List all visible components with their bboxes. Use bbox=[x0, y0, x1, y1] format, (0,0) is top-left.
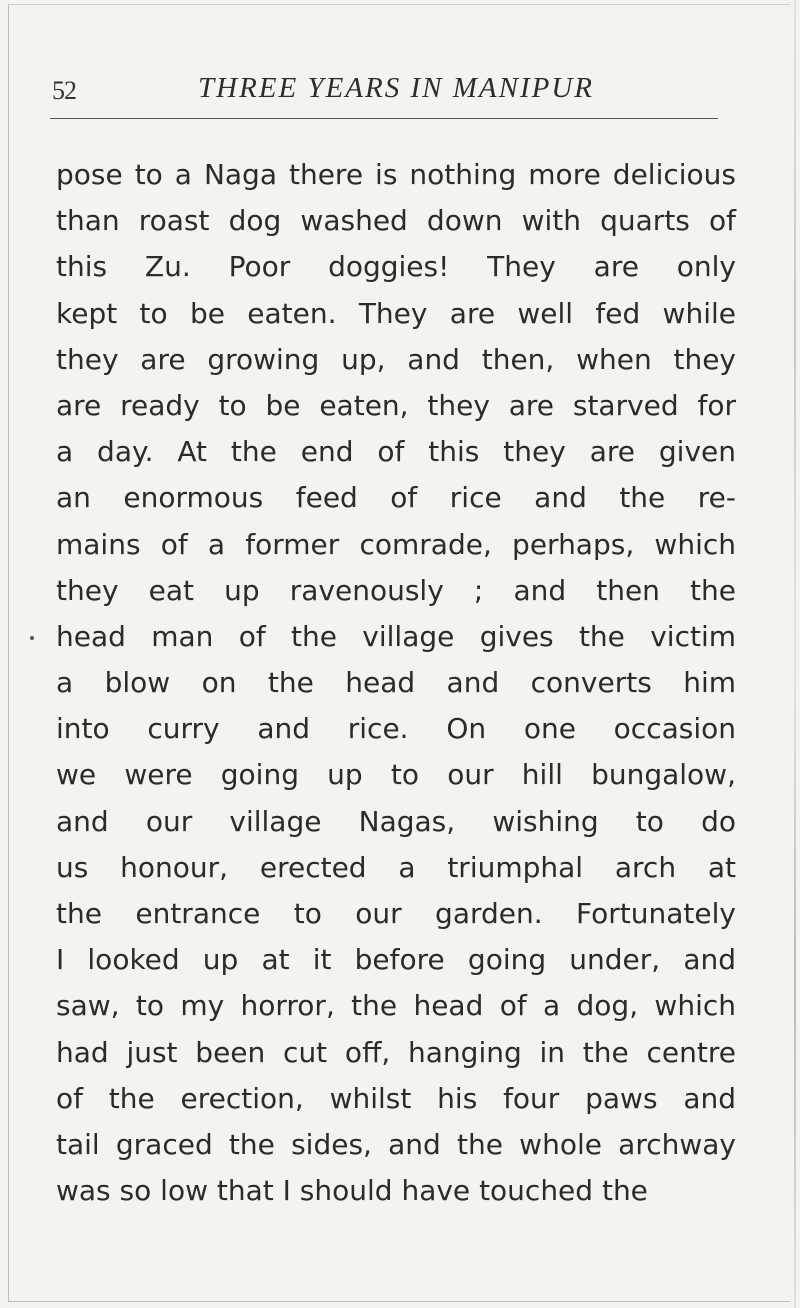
text-line: of the erection, whilst his four paws and bbox=[56, 1081, 736, 1115]
text-line: pose to a Naga there is nothing more delicious bbox=[56, 158, 736, 191]
text-line: we were going up to our hill bungalow, bbox=[56, 758, 736, 792]
text-line: us honour, erected a triumphal arch at bbox=[56, 850, 736, 884]
running-head bbox=[0, 72, 800, 112]
text-line: I looked up at it before going under, and bbox=[56, 943, 736, 977]
text-line: head man of the village gives the victim bbox=[56, 619, 736, 653]
running-title: THREE YEARS IN MANIPUR bbox=[198, 72, 594, 104]
text-line: a day. At the end of this they are given bbox=[56, 435, 736, 469]
text-line: saw, to my horror, the head of a dog, which bbox=[56, 989, 736, 1023]
body-text bbox=[56, 152, 736, 1214]
margin-dot bbox=[30, 636, 34, 640]
text-line: the entrance to our garden. Fortunately bbox=[56, 897, 736, 930]
text-line: was so low that I should have touched the bbox=[56, 1174, 648, 1208]
text-line: a blow on the head and converts him bbox=[56, 666, 736, 700]
text-line: tail graced the sides, and the whole archway bbox=[56, 1127, 736, 1161]
text-line: than roast dog washed down with quarts of bbox=[56, 204, 736, 238]
text-line: they are growing up, and then, when they bbox=[56, 342, 736, 376]
text-line: and our village Nagas, wishing to do bbox=[56, 804, 736, 838]
text-line: mains of a former comrade, perhaps, which bbox=[56, 527, 736, 561]
text-line: they eat up ravenously ; and then the bbox=[56, 573, 736, 607]
header-rule bbox=[50, 118, 718, 119]
text-line: kept to be eaten. They are well fed while bbox=[56, 296, 736, 330]
page-number: 52 bbox=[52, 76, 76, 105]
text-line: an enormous feed of rice and the re- bbox=[56, 481, 736, 515]
text-line: had just been cut off, hanging in the centre bbox=[56, 1035, 736, 1069]
text-line: this Zu. Poor doggies! They are only bbox=[56, 250, 736, 284]
text-line: into curry and rice. On one occasion bbox=[56, 712, 736, 746]
text-line: are ready to be eaten, they are starved for bbox=[56, 388, 736, 422]
page-edge-shadow bbox=[794, 0, 796, 1308]
